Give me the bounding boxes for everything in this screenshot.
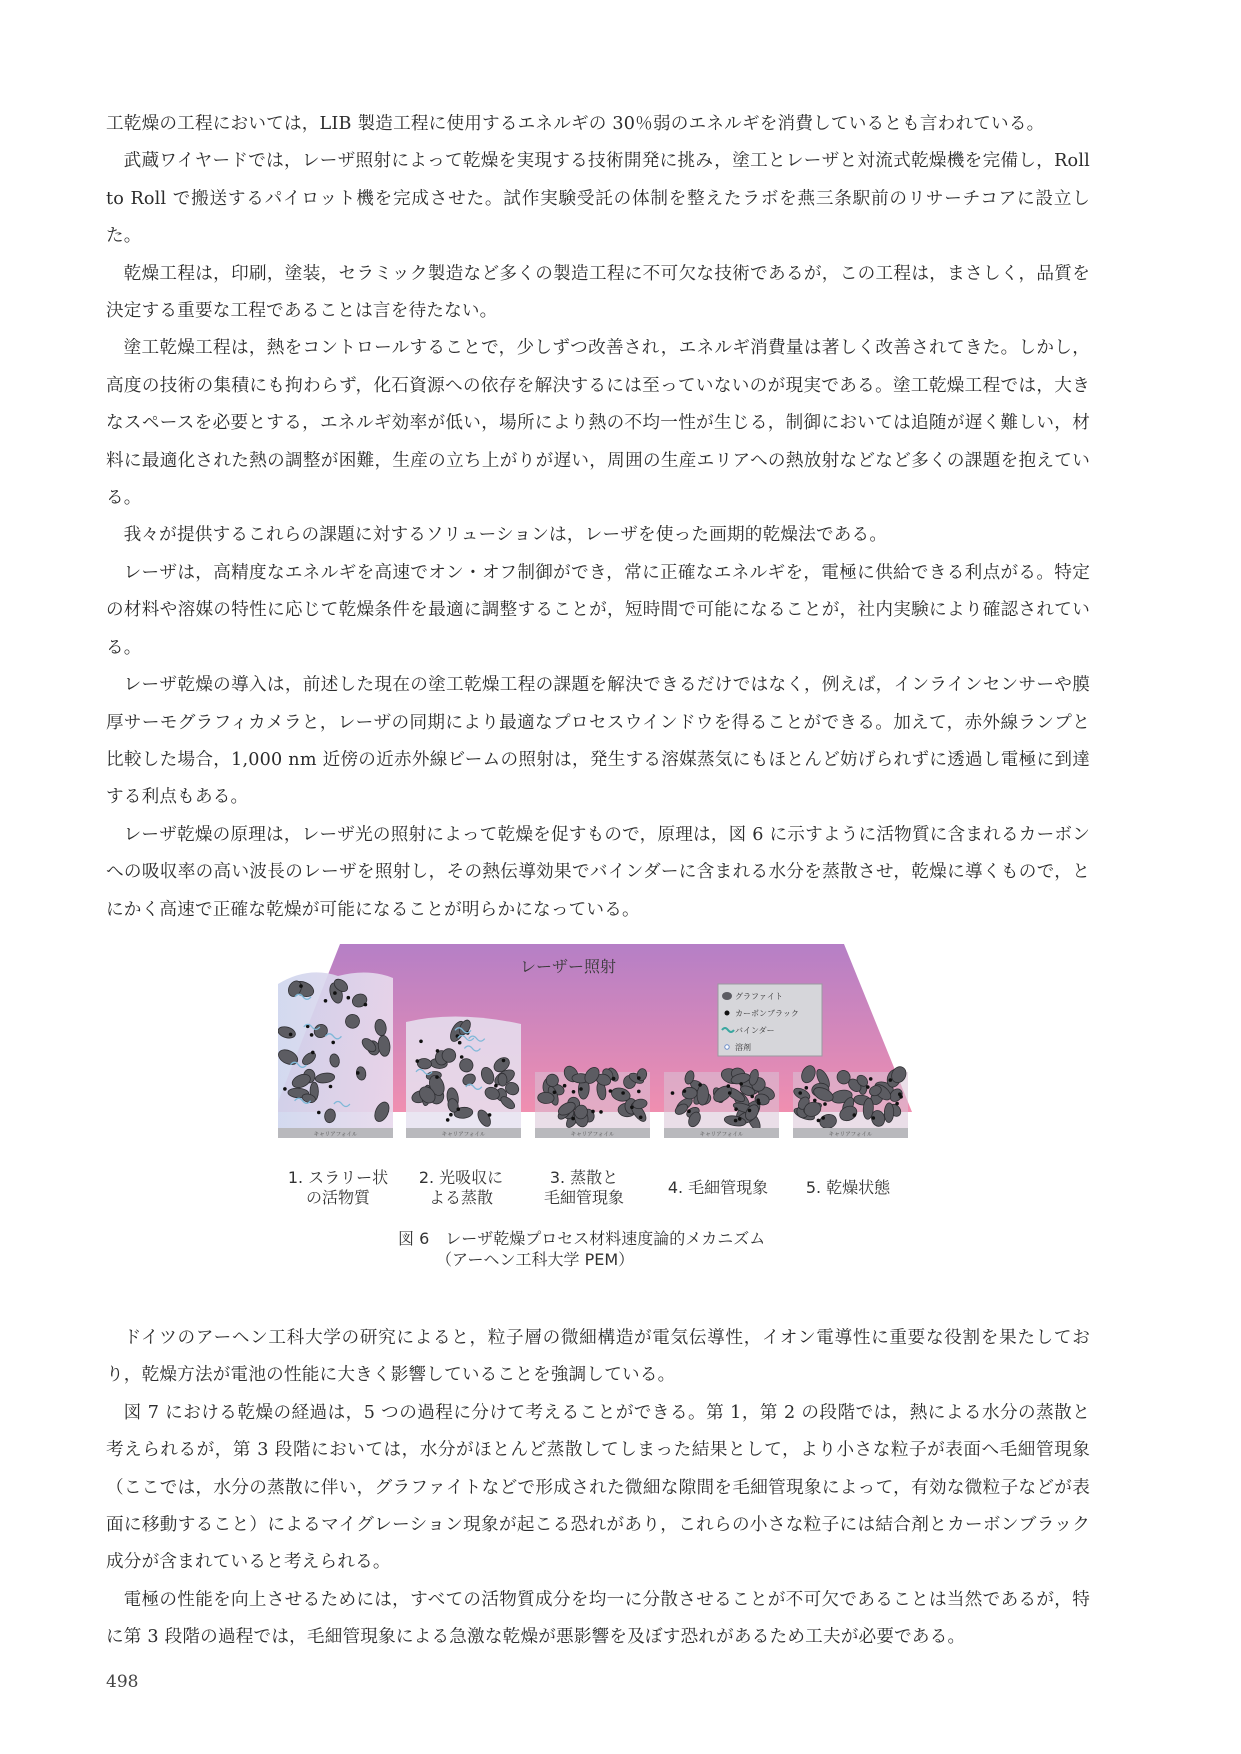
figure-legend (718, 984, 822, 1056)
paragraph: 塗工乾燥工程は，熱をコントロールすることで，少しずつ改善され，エネルギ消費量は著しく改善されてきた。しかし，高度の技術の集積にも拘わらず，化石資源への依存を解決するには至っていないのが現実である。塗工乾燥工程では，大きなスペースを必要とする，エネルギ効率が低い，場所により熱の不均一性が生じる，制御においては追随が遅く難しい，材料に最適化された熱の調整が困難，生産の立ち上がりが遅い，周囲の生産エリアへの熱放射などなど多くの課題を抱えている。 (106, 338, 1090, 509)
carrier-foil-label: キャリアフォイル (828, 1132, 873, 1138)
paragraph: 工乾燥の工程においては，LIB 製造工程に使用するエネルギの 30％弱のエネルギを消費しているとも言われている。 (106, 114, 1045, 134)
stage-label-3: 3. 蒸散と 毛細管現象 (543, 1168, 624, 1207)
carrier-foil-label: キャリアフォイル (441, 1132, 486, 1138)
stage-label-1: 1. スラリー状 の活物質 (287, 1168, 389, 1207)
body-text-bottom (106, 1320, 1090, 1657)
paragraph: レーザ乾燥の原理は，レーザ光の照射によって乾燥を促すもので，原理は，図 6 に示すように活物質に含まれるカーボンへの吸収率の高い波長のレーザを照射し，その熱伝導効果でバインダーに含まれる水分を蒸散させ，乾燥に導くもので，とにかく高速で正確な乾燥が可能になることが明らかになっている。 (106, 824, 1090, 920)
carrier-foil-label: キャリアフォイル (699, 1132, 744, 1138)
paragraph: レーザ乾燥の導入は，前述した現在の塗工乾燥工程の課題を解決できるだけではなく，例えば，インラインセンサーや膜厚サーモグラフィカメラと，レーザの同期により最適なプロセスウインドウを得ることができる。加えて，赤外線ランプと比較した場合，1,000 nm 近傍の近赤外線ビームの照射は，発生する溶媒蒸気にもほとんど妨げられずに透過し電極に到達する利点もある。 (106, 675, 1090, 808)
figure-caption (398, 1228, 765, 1270)
legend-label: バインダー (735, 1026, 775, 1035)
legend-label: グラファイト (735, 992, 783, 1001)
graphite-icon (722, 992, 732, 1000)
page-number: 498 (106, 1672, 139, 1692)
paragraph: 我々が提供するこれらの課題に対するソリューションは，レーザを使った画期的乾燥法である。 (123, 525, 888, 546)
carrier-foil-label: キャリアフォイル (570, 1132, 615, 1138)
legend-label: カーボンブラック (735, 1009, 799, 1018)
carbon-black-icon (725, 1011, 730, 1016)
paragraph: 電極の性能を向上させるためには，すべての活物質成分を均一に分散させることが不可欠であることは当然であるが，特に第 3 段階の過程では，毛細管現象による急激な乾燥が悪影響を及ぼす恐れがあるため工夫が必要である。 (106, 1589, 1090, 1648)
paragraph: 乾燥工程は，印刷，塗装，セラミック製造など多くの製造工程に不可欠な技術であるが，この工程は，まさしく，品質を決定する重要な工程であることは言を待たない。 (106, 263, 1090, 322)
figure-laser-drying-mechanism (278, 944, 912, 1274)
stage-label-2: 2. 光吸収に よる蒸散 (418, 1168, 504, 1207)
body-text-top (106, 106, 1090, 929)
stage-panel-4 (664, 1066, 779, 1138)
solvent-icon (725, 1045, 729, 1049)
caption-source: （アーヘン工科大学 PEM） (436, 1250, 635, 1269)
paragraph: ドイツのアーヘン工科大学の研究によると，粒子層の微細構造が電気伝導性，イオン電導性に重要な役割を果たしており，乾燥方法が電池の性能に大きく影響していることを強調している。 (106, 1328, 1090, 1386)
carrier-foil-label: キャリアフォイル (313, 1132, 358, 1138)
figure-illustration (278, 944, 912, 1174)
laser-irradiation-label: レーザー照射 (519, 957, 617, 976)
caption-title: 図 6 レーザ乾燥プロセス材料速度論的メカニズム (398, 1229, 766, 1248)
paragraph: 図 7 における乾燥の経過は，5 つの過程に分けて考えることができる。第 1，第 2 の段階では，熱による水分の蒸散と考えられるが，第 3 段階においては，水分がほとんど蒸散してしまった結果として，より小さな粒子が表面へ毛細管現象（ここでは，水分の蒸散に伴い，グラファイトなどで形成された微細な隙間を毛細管現象によって，有効な微粒子などが表面に移動すること）によるマイグレーション現象が起こる恐れがあり，これらの小さな粒子には結合剤とカーボンブラック成分が含まれていると考えられる。 (106, 1402, 1090, 1573)
stage-label-5: 5. 乾燥状態 (805, 1178, 891, 1197)
stage-panel-5 (792, 1064, 909, 1138)
paragraph: 武蔵ワイヤードでは，レーザ照射によって乾燥を実現する技術開発に挑み，塗工とレーザと対流式乾燥機を完備し，Roll to Roll で搬送するパイロット機を完成させた。試作実験受託の体制を整えたラボを燕三条駅前のリサーチコアに設立した。 (106, 151, 1090, 247)
legend-label: 溶剤 (735, 1043, 751, 1052)
stage-panel-1 (278, 972, 393, 1138)
stage-label-4: 4. 毛細管現象 (667, 1178, 769, 1197)
stage-panel-2 (406, 1016, 521, 1138)
paragraph: レーザは，高精度なエネルギを高速でオン・オフ制御ができ，常に正確なエネルギを，電極に供給できる利点がる。特定の材料や溶媒の特性に応じて乾燥条件を最適に調整することが，短時間で可能になることが，社内実験により確認されている。 (106, 562, 1090, 658)
stage-panel-3 (535, 1064, 650, 1138)
